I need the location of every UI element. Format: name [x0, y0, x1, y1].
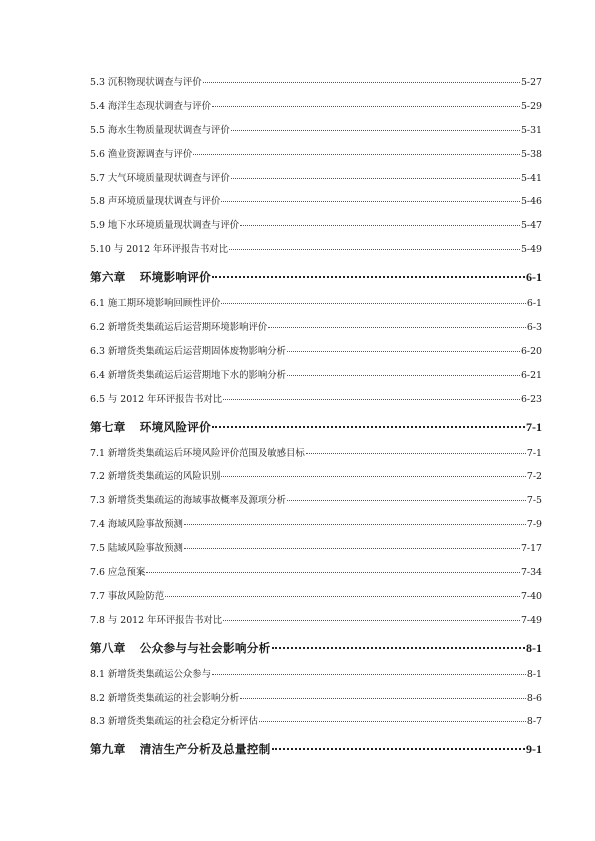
dot-leader	[212, 674, 526, 675]
toc-section-entry[interactable]	[90, 465, 542, 489]
toc-chapter-number: 第七章	[90, 419, 126, 434]
dot-leader	[212, 106, 520, 107]
toc-section-title: 5.9 地下水环境质量现状调查与评价	[90, 220, 240, 232]
toc-chapter-name: 公众参与与社会影响分析	[139, 640, 271, 655]
toc-page-number: 6-1	[526, 298, 542, 310]
toc-chapter-number: 第六章	[90, 270, 126, 285]
toc-section-entry[interactable]	[90, 292, 542, 316]
toc-page-number: 8-1	[526, 668, 542, 680]
dot-leader	[223, 399, 520, 400]
toc-page-number: 5-46	[520, 196, 542, 208]
dot-leader	[221, 201, 520, 202]
toc-section-entry[interactable]	[90, 214, 542, 238]
toc-section-title: 7.4 海域风险事故预测	[90, 519, 183, 531]
toc-section-title: 8.3 新增货类集疏运的社会稳定分析评估	[90, 716, 258, 728]
toc-page-number: 7-9	[526, 519, 542, 531]
toc-page-number: 5-38	[520, 148, 542, 160]
dot-leader	[184, 524, 526, 525]
dot-leader	[165, 596, 520, 597]
toc-section-entry[interactable]	[90, 190, 542, 214]
toc-section-title: 5.8 声环境质量现状调查与评价	[90, 196, 221, 208]
toc-section-entry[interactable]	[90, 585, 542, 609]
toc-section-title: 7.2 新增货类集疏运的风险识别	[90, 471, 221, 483]
toc-section-title: 5.4 海洋生态现状调查与评价	[90, 100, 212, 112]
toc-page-number: 7-40	[520, 590, 542, 602]
dot-leader	[221, 303, 526, 304]
toc-section-title: 7.5 陆域风险事故预测	[90, 543, 183, 555]
toc-section-title: 6.3 新增货类集疏运后运营期固体废物影响分析	[90, 345, 287, 357]
toc-chapter-number: 第八章	[90, 640, 126, 655]
dot-leader	[306, 453, 526, 454]
toc-chapter-entry[interactable]	[90, 734, 542, 764]
toc-page-number: 7-5	[526, 495, 542, 507]
dot-leader	[272, 647, 525, 649]
toc-section-entry[interactable]	[90, 143, 542, 167]
toc-section-entry[interactable]	[90, 687, 542, 711]
dot-leader	[221, 476, 526, 477]
toc-section-entry[interactable]	[90, 388, 542, 412]
toc-section-title: 7.8 与 2012 年环评报告书对比	[90, 614, 223, 626]
toc-page-number: 8-7	[526, 716, 542, 728]
toc-section-entry[interactable]	[90, 609, 542, 633]
toc-section-title: 7.7 事故风险防范	[90, 590, 165, 602]
toc-page-number: 9-1	[526, 742, 542, 757]
toc-chapter-entry[interactable]	[90, 633, 542, 663]
dot-leader	[268, 327, 526, 328]
toc-page-number: 5-49	[520, 244, 542, 256]
toc-page-number: 6-23	[520, 393, 542, 405]
toc-section-entry[interactable]	[90, 513, 542, 537]
toc-section-title: 5.10 与 2012 年环评报告书对比	[90, 244, 229, 256]
toc-chapter-name: 环境风险评价	[139, 419, 212, 434]
toc-chapter-entry[interactable]	[90, 412, 542, 442]
toc-section-title: 8.1 新增货类集疏运公众参与	[90, 668, 212, 680]
toc-page-number: 5-29	[520, 100, 542, 112]
toc-section-entry[interactable]	[90, 71, 542, 95]
toc-section-title: 5.5 海水生物质量现状调查与评价	[90, 124, 230, 136]
toc-chapter-name: 环境影响评价	[139, 270, 212, 285]
dot-leader	[146, 572, 520, 573]
dot-leader	[240, 698, 526, 699]
table-of-contents	[90, 71, 542, 764]
toc-section-entry[interactable]	[90, 710, 542, 734]
toc-section-title: 5.3 沉积物现状调查与评价	[90, 77, 202, 88]
toc-chapter-title	[90, 734, 271, 764]
toc-section-entry[interactable]	[90, 167, 542, 191]
toc-chapter-number: 第九章	[90, 742, 126, 757]
toc-page-number: 5-41	[520, 172, 542, 184]
toc-page-number: 7-1	[526, 419, 542, 434]
toc-page-number: 5-27	[520, 77, 542, 88]
toc-section-entry[interactable]	[90, 537, 542, 561]
toc-section-title: 6.1 施工期环境影响回顾性评价	[90, 298, 221, 310]
toc-section-title: 6.2 新增货类集疏运后运营期环境影响评价	[90, 322, 268, 334]
toc-section-title: 7.1 新增货类集疏运后环境风险评价范围及敏感目标	[90, 447, 305, 459]
dot-leader	[272, 748, 525, 750]
toc-page-number: 7-1	[526, 447, 542, 459]
toc-page-number: 6-1	[526, 270, 542, 285]
toc-page-number: 7-49	[520, 614, 542, 626]
toc-section-entry[interactable]	[90, 442, 542, 466]
toc-section-entry[interactable]	[90, 663, 542, 687]
toc-section-title: 8.2 新增货类集疏运的社会影响分析	[90, 692, 240, 704]
dot-leader	[287, 500, 526, 501]
toc-page-number: 7-34	[520, 567, 542, 579]
toc-page-number: 6-20	[520, 345, 542, 357]
toc-chapter-entry[interactable]	[90, 262, 542, 292]
toc-section-title: 6.5 与 2012 年环评报告书对比	[90, 393, 223, 405]
toc-section-title: 5.7 大气环境质量现状调查与评价	[90, 172, 230, 184]
toc-page-number: 6-3	[526, 322, 542, 334]
dot-leader	[240, 225, 520, 226]
dot-leader	[231, 130, 520, 131]
toc-section-title: 7.3 新增货类集疏运的海域事故概率及源项分析	[90, 495, 287, 507]
toc-section-title: 6.4 新增货类集疏运后运营期地下水的影响分析	[90, 369, 287, 381]
dot-leader	[223, 620, 520, 621]
toc-chapter-name: 清洁生产分析及总量控制	[139, 742, 271, 757]
toc-section-title: 5.6 渔业资源调查与评价	[90, 148, 193, 160]
toc-chapter-title	[90, 262, 211, 292]
toc-section-entry[interactable]	[90, 364, 542, 388]
toc-section-entry[interactable]	[90, 238, 542, 262]
toc-section-title: 7.6 应急预案	[90, 567, 146, 579]
toc-page-number: 8-6	[526, 692, 542, 704]
toc-page-number: 8-1	[526, 640, 542, 655]
toc-page-number: 6-21	[520, 369, 542, 381]
toc-page-number: 5-47	[520, 220, 542, 232]
dot-leader	[203, 82, 520, 83]
dot-leader	[184, 548, 520, 549]
toc-section-entry[interactable]	[90, 316, 542, 340]
toc-section-entry[interactable]	[90, 340, 542, 364]
toc-page-number: 5-31	[520, 124, 542, 136]
dot-leader	[212, 426, 525, 428]
toc-page-number: 7-17	[520, 543, 542, 555]
dot-leader	[287, 351, 520, 352]
dot-leader	[259, 721, 526, 722]
dot-leader	[229, 249, 520, 250]
toc-chapter-title	[90, 633, 271, 663]
dot-leader	[212, 276, 525, 278]
toc-section-entry[interactable]	[90, 119, 542, 143]
toc-section-entry[interactable]	[90, 95, 542, 119]
toc-section-entry[interactable]	[90, 489, 542, 513]
toc-page-number: 7-2	[526, 471, 542, 483]
dot-leader	[193, 154, 520, 155]
toc-chapter-title	[90, 412, 211, 442]
dot-leader	[287, 375, 520, 376]
dot-leader	[231, 178, 520, 179]
toc-section-entry[interactable]	[90, 561, 542, 585]
